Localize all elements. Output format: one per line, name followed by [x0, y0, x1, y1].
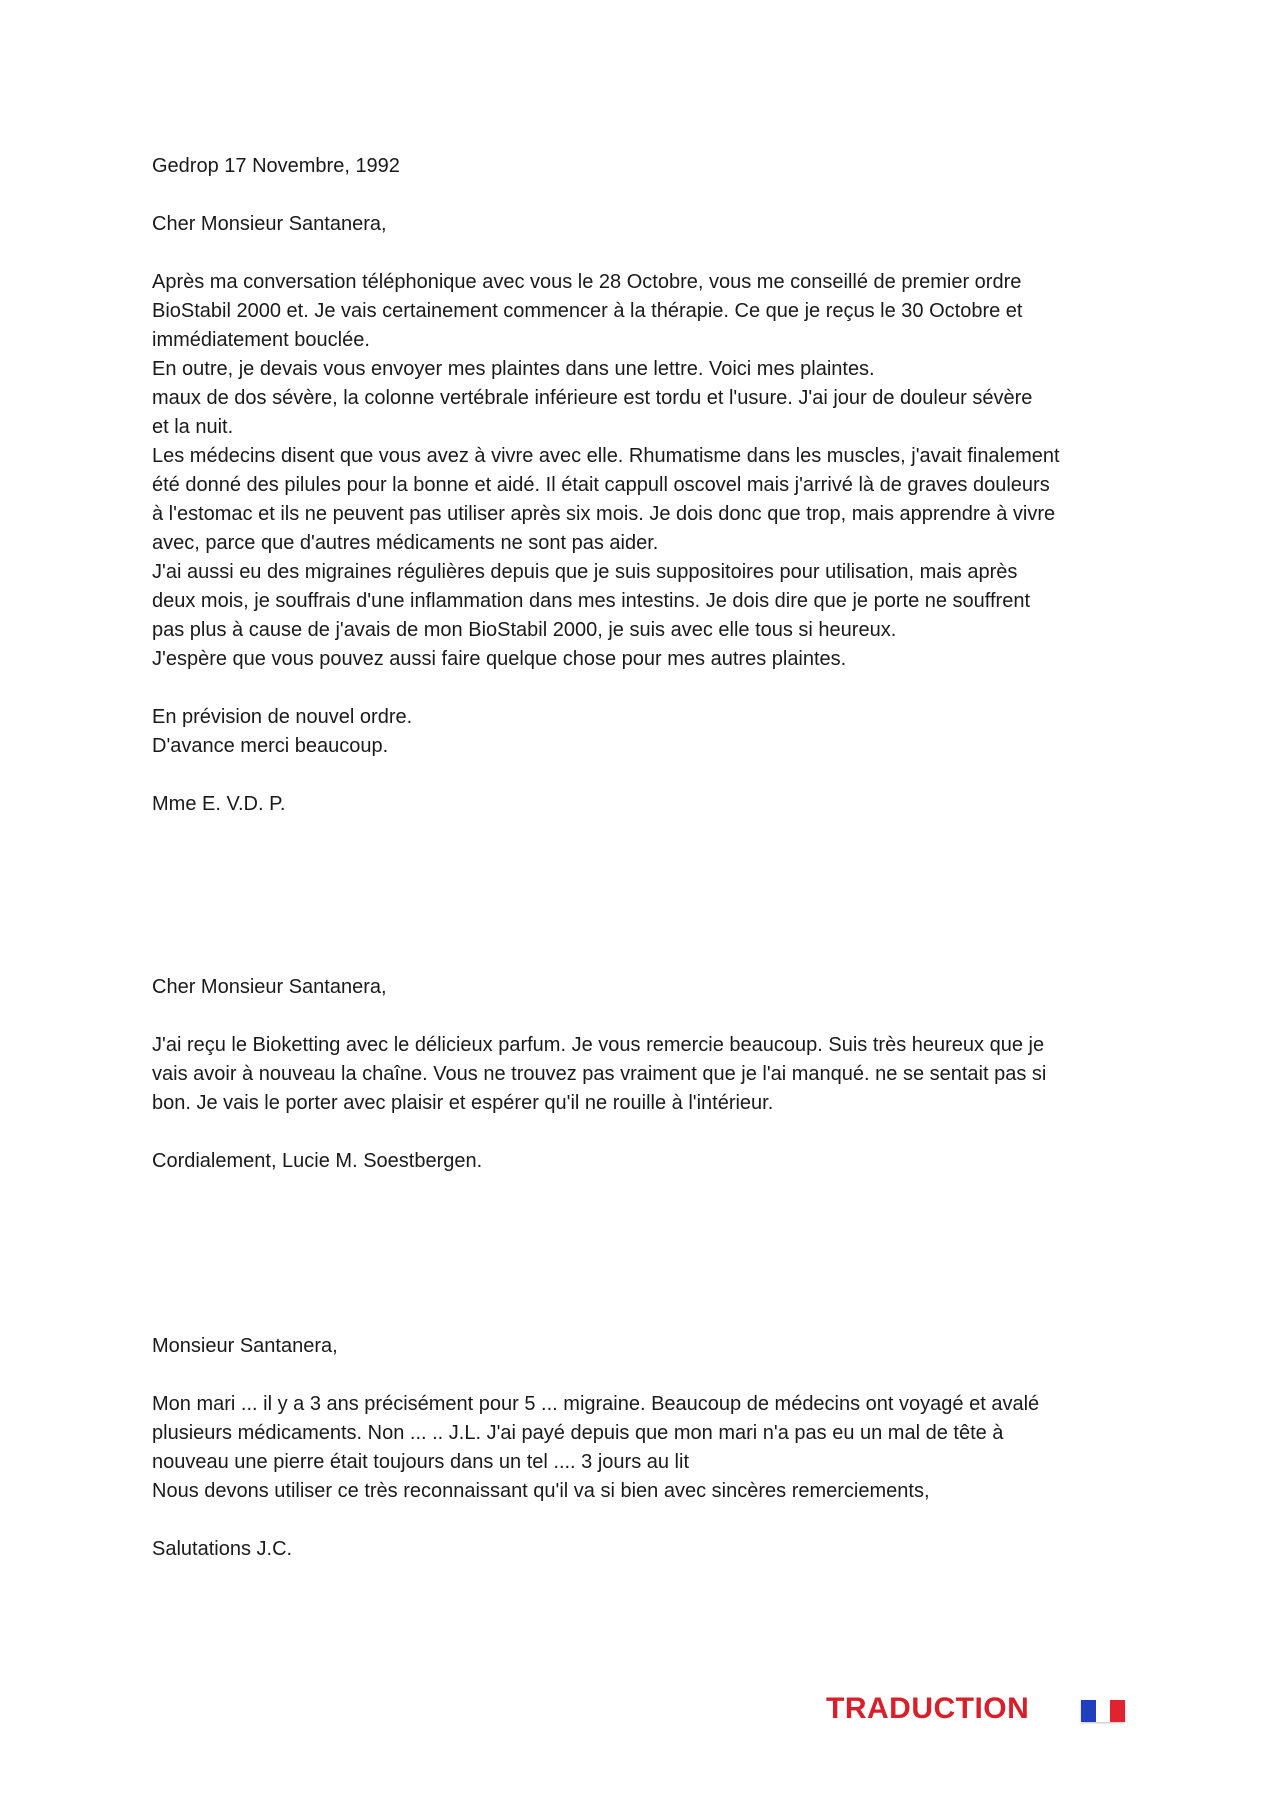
letter-body [152, 1390, 1132, 1506]
letter-signature: Salutations J.C. [152, 1538, 293, 1560]
letter-closing: En prévision de nouvel ordre. [152, 706, 413, 728]
letter-1 [152, 152, 1132, 819]
body-line: Mon mari ... il y a 3 ans précisément pour 5 ... migraine. Beaucoup de médecins ont voyagé et avalé [152, 1393, 1040, 1415]
body-line: Nous devons utiliser ce très reconnaissant qu'il va si bien avec sincères remerciements, [152, 1480, 930, 1502]
body-line: à l'estomac et ils ne peuvent pas utiliser après six mois. Je dois donc que trop, mais apprendre à vivre [152, 503, 1056, 525]
letter-signature: Mme E. V.D. P. [152, 793, 286, 815]
letter-salutation: Cher Monsieur Santanera, [152, 976, 387, 998]
flag-stripe-white [1096, 1700, 1111, 1722]
letter-closing: D'avance merci beaucoup. [152, 735, 389, 757]
body-line: deux mois, je souffrais d'une inflammation dans mes intestins. Je dois dire que je porte ne souffrent [152, 590, 1031, 612]
flag-stripe-blue [1081, 1700, 1096, 1722]
body-line: J'ai aussi eu des migraines régulières depuis que je suis suppositoires pour utilisation, mais après [152, 561, 1018, 583]
french-flag-icon [1081, 1700, 1125, 1722]
body-line: J'ai reçu le Bioketting avec le délicieux parfum. Je vous remercie beaucoup. Suis très heureux que je [152, 1034, 1045, 1056]
flag-stripe-red [1110, 1700, 1125, 1722]
body-line: maux de dos sévère, la colonne vertébrale inférieure est tordu et l'usure. J'ai jour de douleur sévère [152, 387, 1033, 409]
letter-salutation: Monsieur Santanera, [152, 1335, 338, 1357]
letter-3 [152, 1332, 1132, 1564]
body-line: et la nuit. [152, 416, 234, 438]
body-line: vais avoir à nouveau la chaîne. Vous ne trouvez pas vraiment que je l'ai manqué. ne se sentait pas si [152, 1063, 1047, 1085]
body-line: plusieurs médicaments. Non ... .. J.L. J'ai payé depuis que mon mari n'a pas eu un mal de tête à [152, 1422, 1004, 1444]
letter-body [152, 268, 1132, 674]
letter-date: Gedrop 17 Novembre, 1992 [152, 155, 400, 177]
body-line: nouveau une pierre était toujours dans un tel .... 3 jours au lit [152, 1451, 690, 1473]
body-line: immédiatement bouclée. [152, 329, 370, 351]
letter-body [152, 1031, 1132, 1118]
body-line: pas plus à cause de j'avais de mon BioStabil 2000, je suis avec elle tous si heureux. [152, 619, 897, 641]
body-line: Les médecins disent que vous avez à vivre avec elle. Rhumatisme dans les muscles, j'avait finalement [152, 445, 1060, 467]
body-line: En outre, je devais vous envoyer mes plaintes dans une lettre. Voici mes plaintes. [152, 358, 875, 380]
body-line: Après ma conversation téléphonique avec vous le 28 Octobre, vous me conseillé de premier ordre [152, 271, 1022, 293]
translation-label: TRADUCTION [826, 1692, 1030, 1725]
body-line: BioStabil 2000 et. Je vais certainement commencer à la thérapie. Ce que je reçus le 30 Octobre et [152, 300, 1023, 322]
body-line: été donné des pilules pour la bonne et aidé. Il était cappull oscovel mais j'arrivé là de graves douleurs [152, 474, 1050, 496]
body-line: avec, parce que d'autres médicaments ne sont pas aider. [152, 532, 659, 554]
body-line: J'espère que vous pouvez aussi faire quelque chose pour mes autres plaintes. [152, 648, 847, 670]
letter-2 [152, 973, 1132, 1176]
letter-salutation: Cher Monsieur Santanera, [152, 213, 387, 235]
letter-signature: Cordialement, Lucie M. Soestbergen. [152, 1150, 483, 1172]
body-line: bon. Je vais le porter avec plaisir et espérer qu'il ne rouille à l'intérieur. [152, 1092, 774, 1114]
